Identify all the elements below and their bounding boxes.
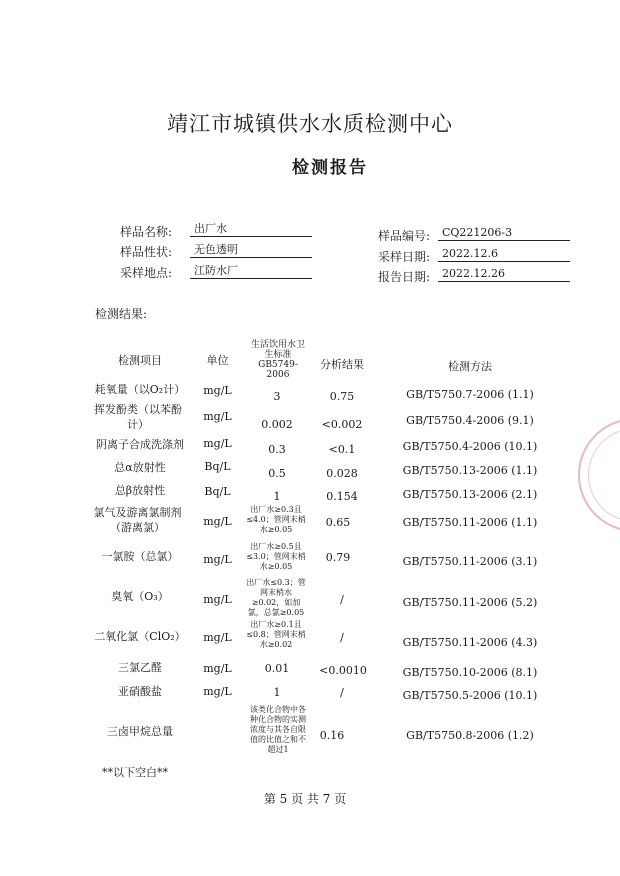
table-row-standard: 0.01: [264, 662, 290, 675]
organization-title: 靖江市城镇供水水质检测中心: [167, 112, 453, 136]
sample-date-value: 2022.12.6: [438, 247, 570, 262]
table-row-unit: mg/L: [203, 410, 232, 423]
table-row-result: 0.75: [329, 390, 355, 403]
sample-no-value: CQ221206-3: [438, 226, 570, 241]
table-row-result: 0.16: [319, 729, 345, 742]
table-row-standard: 0.5: [268, 467, 286, 480]
table-row-item: 二氧化氯（ClO₂）: [94, 630, 186, 643]
table-row-item: 臭氧（O₃）: [111, 590, 169, 603]
sample-name-value: 出厂水: [190, 222, 312, 237]
table-row-standard: 该类化合物中各种化合物的实测浓度与其各自限值的比值之和不超过1: [250, 705, 306, 754]
table-row-item: 耗氧量（以O₂计）: [94, 383, 186, 396]
table-row-unit: mg/L: [203, 631, 232, 644]
table-row-unit: mg/L: [203, 662, 232, 675]
table-row-item: 总β放射性: [114, 484, 166, 497]
table-row-item: 阴离子合成洗涤剂: [96, 438, 184, 451]
sample-place-value: 江防水厂: [190, 264, 312, 279]
table-row-result: /: [340, 686, 344, 699]
table-row-result: /: [340, 631, 344, 644]
table-row-method: GB/T5750.4-2006 (10.1): [402, 440, 538, 453]
table-row-method: GB/T5750.10-2006 (8.1): [402, 666, 538, 679]
table-row-standard: 3: [273, 390, 281, 403]
table-row-result: <0.002: [321, 418, 363, 431]
sample-state-value: 无色透明: [190, 243, 312, 258]
table-row-item: 氯气及游离氯制剂（游离氯）: [93, 506, 182, 534]
report-title: 检测报告: [292, 158, 368, 178]
table-row-method: GB/T5750.13-2006 (1.1): [402, 464, 538, 477]
table-row-item: 三卤甲烷总量: [107, 725, 173, 738]
sample-place-label: 采样地点:: [120, 266, 173, 280]
table-row-standard: 0.002: [261, 418, 293, 431]
table-row-method: GB/T5750.11-2006 (3.1): [402, 555, 538, 568]
col-header-item: 检测项目: [118, 354, 162, 367]
table-row-standard: 出厂水≤0.3；管网末梢水≥0.02，如加氯，总氯≥0.05: [246, 578, 306, 617]
table-row-method: GB/T5750.5-2006 (10.1): [402, 689, 538, 702]
table-row-unit: mg/L: [203, 515, 232, 528]
report-date-label: 报告日期:: [378, 270, 431, 284]
table-row-item: 挥发酚类（以苯酚计）: [94, 403, 182, 431]
table-row-unit: mg/L: [203, 593, 232, 606]
table-row-item: 三氯乙醛: [118, 661, 162, 674]
table-row-unit: mg/L: [203, 685, 232, 698]
report-date-value: 2022.12.26: [438, 267, 570, 282]
table-row-method: GB/T5750.8-2006 (1.2): [406, 729, 534, 742]
table-row-method: GB/T5750.11-2006 (5.2): [402, 596, 538, 609]
table-row-unit: Bq/L: [204, 460, 231, 473]
sample-date-label: 采样日期:: [378, 250, 431, 264]
sample-no-label: 样品编号:: [378, 229, 431, 243]
table-row-standard: 1: [273, 490, 281, 503]
table-row-unit: mg/L: [203, 384, 232, 397]
blank-note: **以下空白**: [102, 766, 168, 779]
table-row-item: 总α放射性: [114, 461, 166, 474]
table-row-method: GB/T5750.13-2006 (2.1): [402, 488, 538, 501]
table-row-unit: mg/L: [203, 437, 232, 450]
table-row-result: /: [340, 593, 344, 606]
official-stamp: [578, 418, 620, 532]
table-row-item: 一氯胺（总氯）: [101, 550, 179, 563]
col-header-unit: 单位: [206, 354, 229, 367]
table-row-result: 0.154: [326, 490, 358, 503]
table-row-result: 0.028: [326, 467, 358, 480]
table-row-result: <0.1: [328, 443, 356, 456]
table-row-standard: 0.3: [268, 443, 286, 456]
table-row-unit: mg/L: [203, 553, 232, 566]
table-row-result: <0.0010: [319, 664, 367, 677]
table-row-result: 0.79: [325, 551, 351, 564]
table-row-standard: 出厂水≥0.5且≤3.0；管网末梢水≥0.05: [246, 542, 306, 571]
page-number: 第 5 页 共 7 页: [263, 792, 347, 806]
sample-name-label: 样品名称:: [120, 225, 173, 239]
results-label: 检测结果:: [95, 307, 148, 321]
table-row-result: 0.65: [325, 516, 351, 529]
table-row-standard: 出厂水≥0.1且≤0.8；管网末梢水≥0.02: [246, 620, 306, 649]
col-header-result: 分析结果: [320, 358, 364, 371]
table-row-standard: 出厂水≥0.3且≤4.0；管网末梢水≥0.05: [246, 505, 306, 534]
table-row-item: 亚硝酸盐: [118, 685, 162, 698]
table-row-unit: Bq/L: [204, 485, 231, 498]
table-row-standard: 1: [273, 686, 281, 699]
col-header-method: 检测方法: [448, 360, 492, 373]
table-row-method: GB/T5750.11-2006 (4.3): [402, 636, 538, 649]
table-row-method: GB/T5750.4-2006 (9.1): [406, 414, 534, 427]
col-header-standard: 生活饮用水卫生标准GB5749-2006: [250, 340, 305, 380]
table-row-method: GB/T5750.7-2006 (1.1): [406, 388, 534, 401]
table-row-method: GB/T5750.11-2006 (1.1): [402, 516, 538, 529]
sample-state-label: 样品性状:: [120, 245, 173, 259]
